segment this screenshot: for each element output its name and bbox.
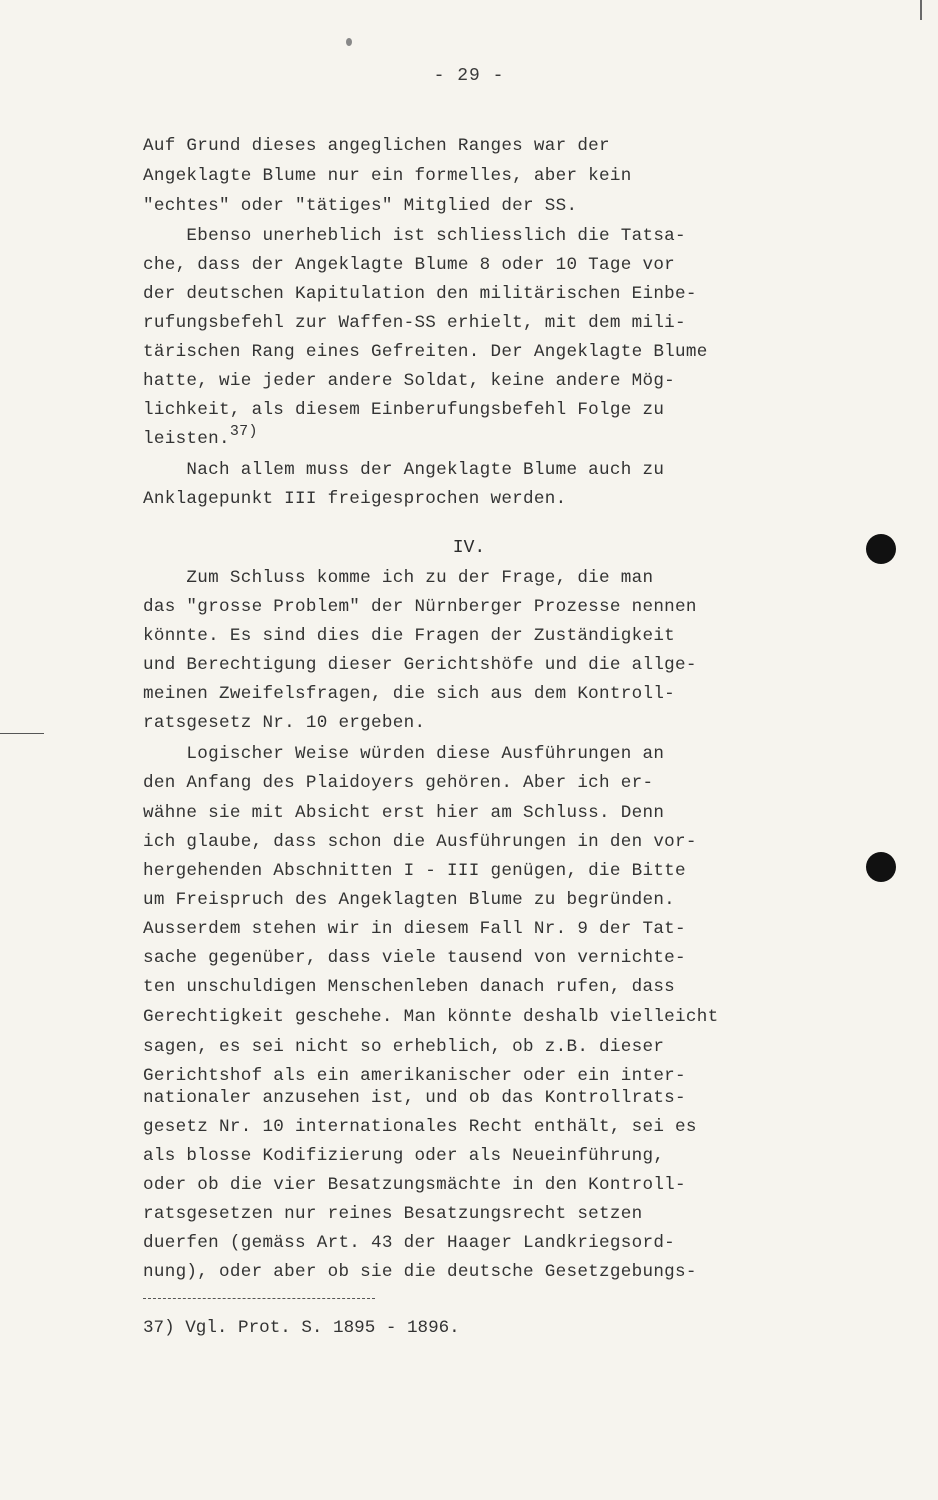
text-line: ratsgesetz Nr. 10 ergeben.	[143, 713, 426, 733]
text-line: und Berechtigung dieser Gerichtshöfe und die allge-	[143, 655, 697, 675]
text-line: che, dass der Angeklagte Blume 8 oder 10 Tage vor	[143, 255, 676, 275]
text-line: Logischer Weise würden diese Ausführungen an	[143, 744, 665, 764]
text-line: könnte. Es sind dies die Fragen der Zuständigkeit	[143, 626, 676, 646]
text-line: ratsgesetzen nur reines Besatzungsrecht setzen	[143, 1204, 643, 1224]
text-line: tärischen Rang eines Gefreiten. Der Angeklagte Blume	[143, 342, 708, 362]
text-line: nationaler anzusehen ist, und ob das Kontrollrats-	[143, 1088, 686, 1108]
text-line: sache gegenüber, dass viele tausend von vernichte-	[143, 948, 686, 968]
footnote: 37) Vgl. Prot. S. 1895 - 1896.	[143, 1318, 460, 1338]
text-line: um Freispruch des Angeklagten Blume zu begründen.	[143, 890, 676, 910]
text-line: hergehenden Abschnitten I - III genügen, die Bitte	[143, 861, 686, 881]
text-line: nung), oder aber ob sie die deutsche Gesetzgebungs-	[143, 1262, 697, 1282]
text-line: hatte, wie jeder andere Soldat, keine andere Mög-	[143, 371, 676, 391]
text-segment: leisten.	[143, 429, 230, 449]
text-line: den Anfang des Plaidoyers gehören. Aber ich er-	[143, 773, 654, 793]
text-line: sagen, es sei nicht so erheblich, ob z.B. dieser	[143, 1037, 665, 1057]
text-line: rufungsbefehl zur Waffen-SS erhielt, mit dem mili-	[143, 313, 686, 333]
text-line: Zum Schluss komme ich zu der Frage, die man	[143, 568, 654, 588]
text-line: ich glaube, dass schon die Ausführungen in den vor-	[143, 832, 697, 852]
punch-hole	[866, 852, 896, 882]
page-number: - 29 -	[433, 66, 505, 86]
text-line: Ausserdem stehen wir in diesem Fall Nr. 9 der Tat-	[143, 919, 686, 939]
text-line: Auf Grund dieses angeglichen Ranges war der	[143, 136, 610, 156]
section-heading: IV.	[452, 538, 486, 558]
page-edge-mark	[920, 0, 922, 20]
text-line: "echtes" oder "tätiges" Mitglied der SS.	[143, 196, 578, 216]
text-line: ten unschuldigen Menschenleben danach rufen, dass	[143, 977, 676, 997]
text-line: das "grosse Problem" der Nürnberger Prozesse nennen	[143, 597, 697, 617]
footnote-reference: 37)	[229, 423, 258, 440]
text-line-with-footnote	[143, 423, 258, 449]
text-line: oder ob die vier Besatzungsmächte in den Kontroll-	[143, 1175, 686, 1195]
text-line: als blosse Kodifizierung oder als Neueinführung,	[143, 1146, 665, 1166]
text-line: der deutschen Kapitulation den militärischen Einbe-	[143, 284, 697, 304]
text-line: Anklagepunkt III freigesprochen werden.	[143, 489, 567, 509]
text-line: lichkeit, als diesem Einberufungsbefehl Folge zu	[143, 400, 665, 420]
text-line: Angeklagte Blume nur ein formelles, aber kein	[143, 166, 632, 186]
ink-speck	[346, 38, 352, 46]
text-line: gesetz Nr. 10 internationales Recht enthält, sei es	[143, 1117, 697, 1137]
text-line: wähne sie mit Absicht erst hier am Schluss. Denn	[143, 803, 665, 823]
text-line: Ebenso unerheblich ist schliesslich die Tatsa-	[143, 226, 686, 246]
text-line: Nach allem muss der Angeklagte Blume auch zu	[143, 460, 665, 480]
text-line: duerfen (gemäss Art. 43 der Haager Landkriegsord-	[143, 1233, 676, 1253]
text-line: Gerichtshof als ein amerikanischer oder ein inter-	[143, 1066, 686, 1086]
footnote-separator	[143, 1298, 375, 1299]
fold-mark	[0, 733, 44, 734]
text-line: Gerechtigkeit geschehe. Man könnte deshalb vielleicht	[143, 1007, 719, 1027]
text-line: meinen Zweifelsfragen, die sich aus dem Kontroll-	[143, 684, 676, 704]
